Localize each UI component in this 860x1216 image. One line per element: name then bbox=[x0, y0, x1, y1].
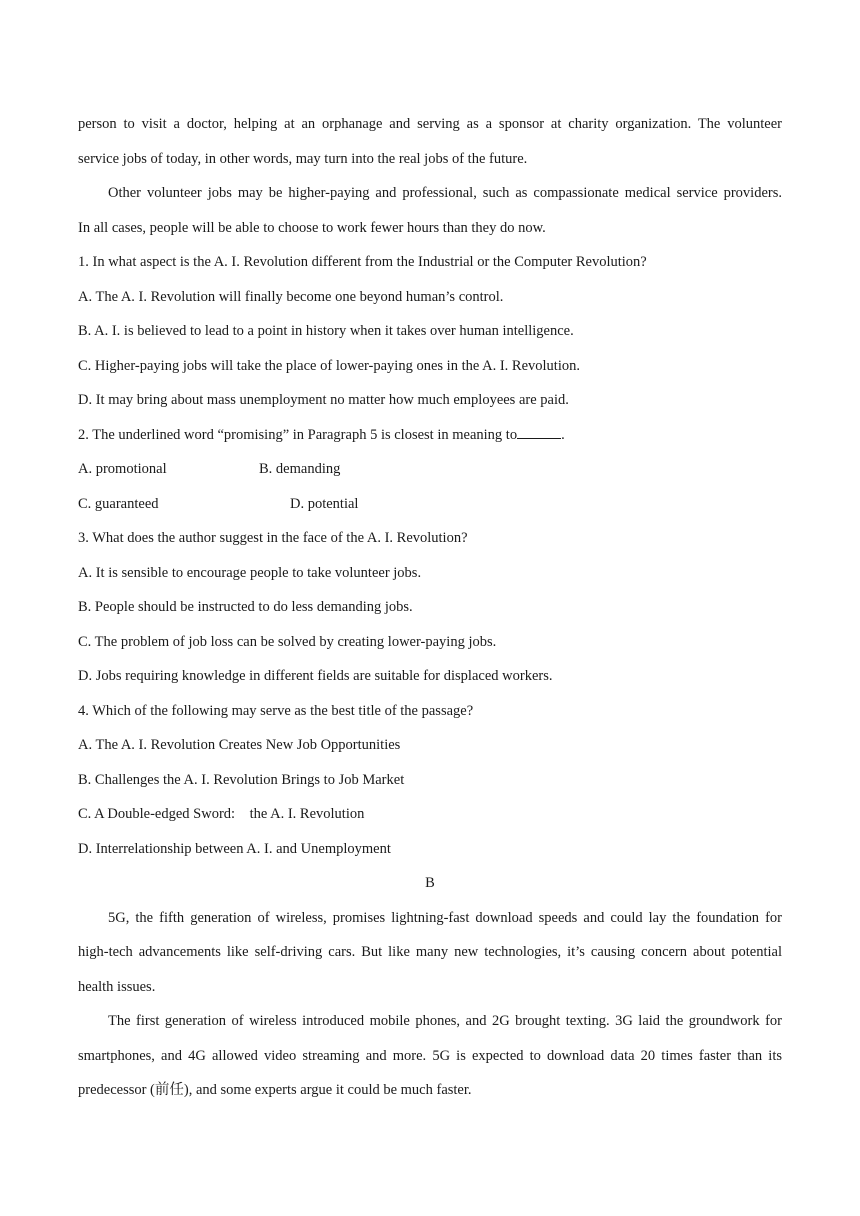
paragraph-line: 5G, the fifth generation of wireless, promises lightning-fast download speeds and could lay the foundation for bbox=[108, 909, 782, 926]
question-3-option-b: B. People should be instructed to do less demanding jobs. bbox=[78, 599, 413, 615]
question-1-option-d: D. It may bring about mass unemployment no matter how much employees are paid. bbox=[78, 392, 569, 408]
question-2-options-row-2 bbox=[78, 487, 782, 522]
document-page bbox=[78, 107, 782, 1108]
paragraph-line: Other volunteer jobs may be higher-paying and professional, such as compassionate medical service providers. bbox=[108, 185, 782, 201]
paragraph-line: predecessor (前任), and some experts argue it could be much faster. bbox=[78, 1082, 472, 1098]
paragraph-line: service jobs of today, in other words, may turn into the real jobs of the future. bbox=[78, 150, 528, 167]
question-3-option-c: C. The problem of job loss can be solved by creating lower-paying jobs. bbox=[78, 633, 497, 650]
paragraph-line: high-tech advancements like self-driving cars. But like many new technologies, it’s causing concern about potential bbox=[78, 944, 782, 960]
paragraph-line: The first generation of wireless introduced mobile phones, and 2G brought texting. 3G laid the groundwork for bbox=[108, 1013, 782, 1029]
question-2-option-a: A. promotional bbox=[78, 461, 167, 477]
question-4-stem: 4. Which of the following may serve as the best title of the passage? bbox=[78, 702, 474, 719]
question-2-stem-end: . bbox=[561, 426, 565, 443]
question-4-option-c: C. A Double-edged Sword: the A. I. Revolution bbox=[78, 806, 365, 822]
question-3-option-d: D. Jobs requiring knowledge in different fields are suitable for displaced workers. bbox=[78, 668, 553, 684]
question-2-options-row-1 bbox=[78, 452, 782, 487]
paragraph-line: person to visit a doctor, helping at an orphanage and serving as a sponsor at charity organization. The volunteer bbox=[78, 116, 782, 132]
question-2-stem bbox=[78, 418, 782, 453]
paragraph-line: In all cases, people will be able to choose to work fewer hours than they do now. bbox=[78, 219, 546, 236]
question-1-option-c: C. Higher-paying jobs will take the place of lower-paying ones in the A. I. Revolution. bbox=[78, 357, 580, 374]
question-2-option-c: C. guaranteed bbox=[78, 495, 159, 512]
answer-blank bbox=[517, 424, 561, 439]
question-1-option-a: A. The A. I. Revolution will finally become one beyond human’s control. bbox=[78, 288, 504, 305]
question-3-option-a: A. It is sensible to encourage people to take volunteer jobs. bbox=[78, 564, 422, 581]
section-b-heading: B bbox=[425, 875, 435, 891]
question-2-option-d: D. potential bbox=[290, 495, 359, 512]
question-4-option-a: A. The A. I. Revolution Creates New Job Opportunities bbox=[78, 737, 401, 753]
question-1-option-b: B. A. I. is believed to lead to a point in history when it takes over human intelligence. bbox=[78, 323, 574, 339]
question-4-option-b: B. Challenges the A. I. Revolution Brings to Job Market bbox=[78, 771, 405, 788]
paragraph-line: health issues. bbox=[78, 978, 156, 995]
question-2-stem-text: 2. The underlined word “promising” in Paragraph 5 is closest in meaning to bbox=[78, 426, 518, 443]
question-1-stem: 1. In what aspect is the A. I. Revolution different from the Industrial or the Computer Revolution? bbox=[78, 254, 647, 270]
question-4-option-d: D. Interrelationship between A. I. and Unemployment bbox=[78, 840, 391, 857]
paragraph-line: smartphones, and 4G allowed video streaming and more. 5G is expected to download data 20 times faster than its bbox=[78, 1047, 782, 1064]
question-2-option-b: B. demanding bbox=[259, 461, 341, 477]
question-3-stem: 3. What does the author suggest in the face of the A. I. Revolution? bbox=[78, 530, 468, 546]
